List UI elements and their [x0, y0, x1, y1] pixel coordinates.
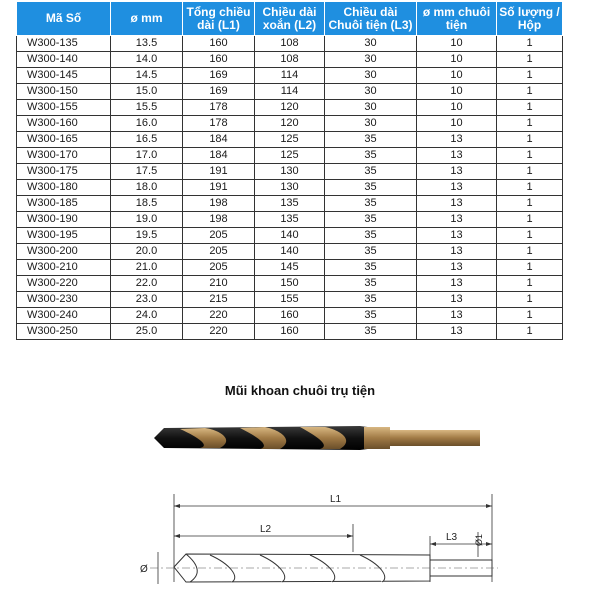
- table-cell: 10: [417, 36, 497, 52]
- table-cell: 1: [497, 180, 563, 196]
- cell-code: W300-155: [17, 100, 111, 116]
- table-cell: 35: [325, 212, 417, 228]
- drill-collar: [364, 427, 390, 449]
- table-row: [17, 292, 563, 308]
- table-cell: 160: [183, 52, 255, 68]
- cell-code: W300-200: [17, 244, 111, 260]
- table-row: [17, 324, 563, 340]
- cell-code: W300-175: [17, 164, 111, 180]
- table-cell: 1: [497, 68, 563, 84]
- table-cell: 1: [497, 36, 563, 52]
- header-total-length: Tổng chiều dài (L1): [183, 2, 255, 36]
- table-cell: 198: [183, 196, 255, 212]
- table-header-row: [17, 2, 563, 36]
- cell-code: W300-160: [17, 116, 111, 132]
- table-cell: 30: [325, 100, 417, 116]
- cell-code: W300-170: [17, 148, 111, 164]
- table-cell: 30: [325, 116, 417, 132]
- drill-shank: [390, 430, 480, 446]
- table-row: [17, 308, 563, 324]
- table-cell: 1: [497, 196, 563, 212]
- table-cell: 14.5: [111, 68, 183, 84]
- product-title: Mũi khoan chuôi trụ tiện: [224, 383, 376, 398]
- table-cell: 35: [325, 148, 417, 164]
- table-cell: 35: [325, 276, 417, 292]
- table-cell: 13: [417, 196, 497, 212]
- table-cell: 13: [417, 276, 497, 292]
- table-cell: 108: [255, 36, 325, 52]
- table-row: [17, 196, 563, 212]
- table-cell: 220: [183, 324, 255, 340]
- table-cell: 35: [325, 228, 417, 244]
- header-shank-diameter: ø mm chuôi tiện: [417, 2, 497, 36]
- table-cell: 1: [497, 148, 563, 164]
- table-cell: 15.0: [111, 84, 183, 100]
- table-cell: 1: [497, 308, 563, 324]
- table-cell: 13: [417, 132, 497, 148]
- table-cell: 178: [183, 100, 255, 116]
- table-row: [17, 116, 563, 132]
- table-cell: 22.0: [111, 276, 183, 292]
- table-cell: 30: [325, 52, 417, 68]
- cell-code: W300-210: [17, 260, 111, 276]
- table-cell: 19.0: [111, 212, 183, 228]
- dimension-diagram: [140, 492, 500, 600]
- table-cell: 108: [255, 52, 325, 68]
- table-cell: 13: [417, 308, 497, 324]
- table-cell: 210: [183, 276, 255, 292]
- table-row: [17, 276, 563, 292]
- cell-code: W300-165: [17, 132, 111, 148]
- table-row: [17, 244, 563, 260]
- l1-label: L1: [330, 494, 342, 505]
- table-row: [17, 228, 563, 244]
- table-cell: 1: [497, 100, 563, 116]
- header-ma-so: Mã Số: [17, 2, 111, 36]
- table-cell: 13: [417, 228, 497, 244]
- table-cell: 191: [183, 164, 255, 180]
- table-cell: 160: [255, 324, 325, 340]
- table-cell: 35: [325, 132, 417, 148]
- table-cell: 120: [255, 116, 325, 132]
- table-row: [17, 68, 563, 84]
- table-cell: 19.5: [111, 228, 183, 244]
- drill-photo: [140, 408, 490, 468]
- cell-code: W300-135: [17, 36, 111, 52]
- table-cell: 13: [417, 244, 497, 260]
- table-cell: 169: [183, 68, 255, 84]
- table-cell: 1: [497, 292, 563, 308]
- table-cell: 14.0: [111, 52, 183, 68]
- table-cell: 21.0: [111, 260, 183, 276]
- table-cell: 24.0: [111, 308, 183, 324]
- table-cell: 140: [255, 244, 325, 260]
- header-quantity: Số lượng / Hộp: [497, 2, 563, 36]
- table-cell: 220: [183, 308, 255, 324]
- cell-code: W300-150: [17, 84, 111, 100]
- table-cell: 15.5: [111, 100, 183, 116]
- table-cell: 13: [417, 324, 497, 340]
- table-cell: 160: [183, 36, 255, 52]
- table-cell: 10: [417, 100, 497, 116]
- table-cell: 1: [497, 164, 563, 180]
- table-row: [17, 148, 563, 164]
- header-diameter: ø mm: [111, 2, 183, 36]
- table-cell: 13.5: [111, 36, 183, 52]
- table-row: [17, 100, 563, 116]
- table-cell: 35: [325, 308, 417, 324]
- table-cell: 178: [183, 116, 255, 132]
- table-row: [17, 260, 563, 276]
- table-cell: 215: [183, 292, 255, 308]
- table-cell: 35: [325, 180, 417, 196]
- table-cell: 18.0: [111, 180, 183, 196]
- table-cell: 17.0: [111, 148, 183, 164]
- table-cell: 35: [325, 196, 417, 212]
- table-cell: 13: [417, 164, 497, 180]
- table-cell: 35: [325, 324, 417, 340]
- table-row: [17, 212, 563, 228]
- table-cell: 13: [417, 212, 497, 228]
- table-row: [17, 164, 563, 180]
- table-cell: 169: [183, 84, 255, 100]
- table-cell: 13: [417, 292, 497, 308]
- table-cell: 35: [325, 164, 417, 180]
- table-cell: 130: [255, 164, 325, 180]
- table-cell: 155: [255, 292, 325, 308]
- table-cell: 10: [417, 116, 497, 132]
- table-cell: 1: [497, 52, 563, 68]
- table-cell: 10: [417, 68, 497, 84]
- table-cell: 135: [255, 212, 325, 228]
- cell-code: W300-220: [17, 276, 111, 292]
- table-cell: 205: [183, 260, 255, 276]
- table-cell: 10: [417, 84, 497, 100]
- table-cell: 1: [497, 244, 563, 260]
- cell-code: W300-185: [17, 196, 111, 212]
- table-cell: 120: [255, 100, 325, 116]
- table-cell: 205: [183, 244, 255, 260]
- table-row: [17, 36, 563, 52]
- cell-code: W300-250: [17, 324, 111, 340]
- l3-label: L3: [446, 532, 458, 543]
- shank-diameter-label: Ø1: [474, 533, 484, 546]
- table-cell: 184: [183, 148, 255, 164]
- table-cell: 30: [325, 36, 417, 52]
- table-cell: 1: [497, 260, 563, 276]
- table-cell: 140: [255, 228, 325, 244]
- cell-code: W300-190: [17, 212, 111, 228]
- diameter-label: Ø: [140, 564, 148, 575]
- table-cell: 30: [325, 84, 417, 100]
- cell-code: W300-145: [17, 68, 111, 84]
- table-cell: 160: [255, 308, 325, 324]
- table-cell: 1: [497, 228, 563, 244]
- table-cell: 13: [417, 180, 497, 196]
- table-cell: 25.0: [111, 324, 183, 340]
- table-row: [17, 84, 563, 100]
- table-cell: 1: [497, 84, 563, 100]
- table-cell: 35: [325, 292, 417, 308]
- table-cell: 205: [183, 228, 255, 244]
- table-cell: 114: [255, 68, 325, 84]
- table-cell: 125: [255, 148, 325, 164]
- table-cell: 114: [255, 84, 325, 100]
- table-cell: 1: [497, 212, 563, 228]
- table-cell: 150: [255, 276, 325, 292]
- cell-code: W300-180: [17, 180, 111, 196]
- table-cell: 191: [183, 180, 255, 196]
- header-shank-length: Chiều dài Chuôi tiện (L3): [325, 2, 417, 36]
- cell-code: W300-195: [17, 228, 111, 244]
- table-cell: 16.0: [111, 116, 183, 132]
- table-cell: 17.5: [111, 164, 183, 180]
- table-cell: 1: [497, 276, 563, 292]
- cell-code: W300-230: [17, 292, 111, 308]
- table-cell: 10: [417, 52, 497, 68]
- table-cell: 1: [497, 324, 563, 340]
- table-cell: 1: [497, 116, 563, 132]
- table-body: [17, 36, 563, 340]
- header-flute-length: Chiều dài xoắn (L2): [255, 2, 325, 36]
- table-cell: 35: [325, 244, 417, 260]
- cell-code: W300-140: [17, 52, 111, 68]
- spec-table: [16, 1, 563, 340]
- table-row: [17, 52, 563, 68]
- table-cell: 125: [255, 132, 325, 148]
- table-cell: 184: [183, 132, 255, 148]
- table-cell: 18.5: [111, 196, 183, 212]
- table-cell: 13: [417, 148, 497, 164]
- table-row: [17, 132, 563, 148]
- table-cell: 145: [255, 260, 325, 276]
- table-cell: 130: [255, 180, 325, 196]
- table-cell: 135: [255, 196, 325, 212]
- table-row: [17, 180, 563, 196]
- table-cell: 30: [325, 68, 417, 84]
- table-cell: 35: [325, 260, 417, 276]
- table-cell: 1: [497, 132, 563, 148]
- table-cell: 20.0: [111, 244, 183, 260]
- l2-label: L2: [260, 524, 272, 535]
- table-cell: 13: [417, 260, 497, 276]
- table-cell: 198: [183, 212, 255, 228]
- table-cell: 16.5: [111, 132, 183, 148]
- cell-code: W300-240: [17, 308, 111, 324]
- table-cell: 23.0: [111, 292, 183, 308]
